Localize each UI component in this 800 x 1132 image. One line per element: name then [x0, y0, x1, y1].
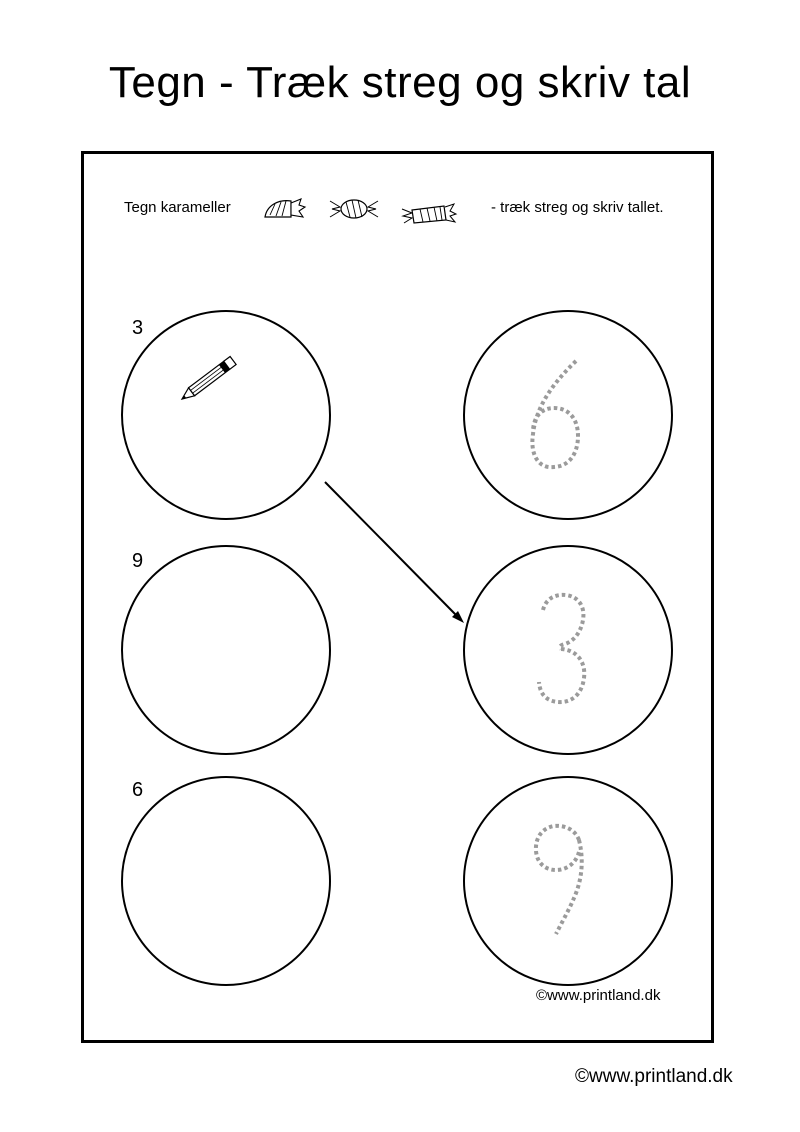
worksheet-graphics — [84, 154, 711, 1040]
number-label: 3 — [132, 317, 144, 339]
tracing-digit-3 — [539, 595, 584, 702]
worksheet — [81, 151, 714, 1043]
outer-copyright: ©www.printland.dk — [575, 1066, 733, 1087]
arrow-icon — [325, 482, 464, 623]
number-label: 6 — [132, 779, 144, 801]
tracing-digit-9 — [536, 826, 582, 934]
instruction-right: - træk streg og skriv tallet. — [491, 199, 664, 216]
page-title: Tegn - Træk streg og skriv tal — [108, 58, 692, 107]
tracing-digit-6 — [532, 361, 578, 467]
instruction-left: Tegn karameller — [124, 199, 231, 216]
inner-copyright: ©www.printland.dk — [536, 987, 661, 1004]
pencil-icon — [179, 356, 236, 403]
number-label: 9 — [132, 550, 144, 572]
